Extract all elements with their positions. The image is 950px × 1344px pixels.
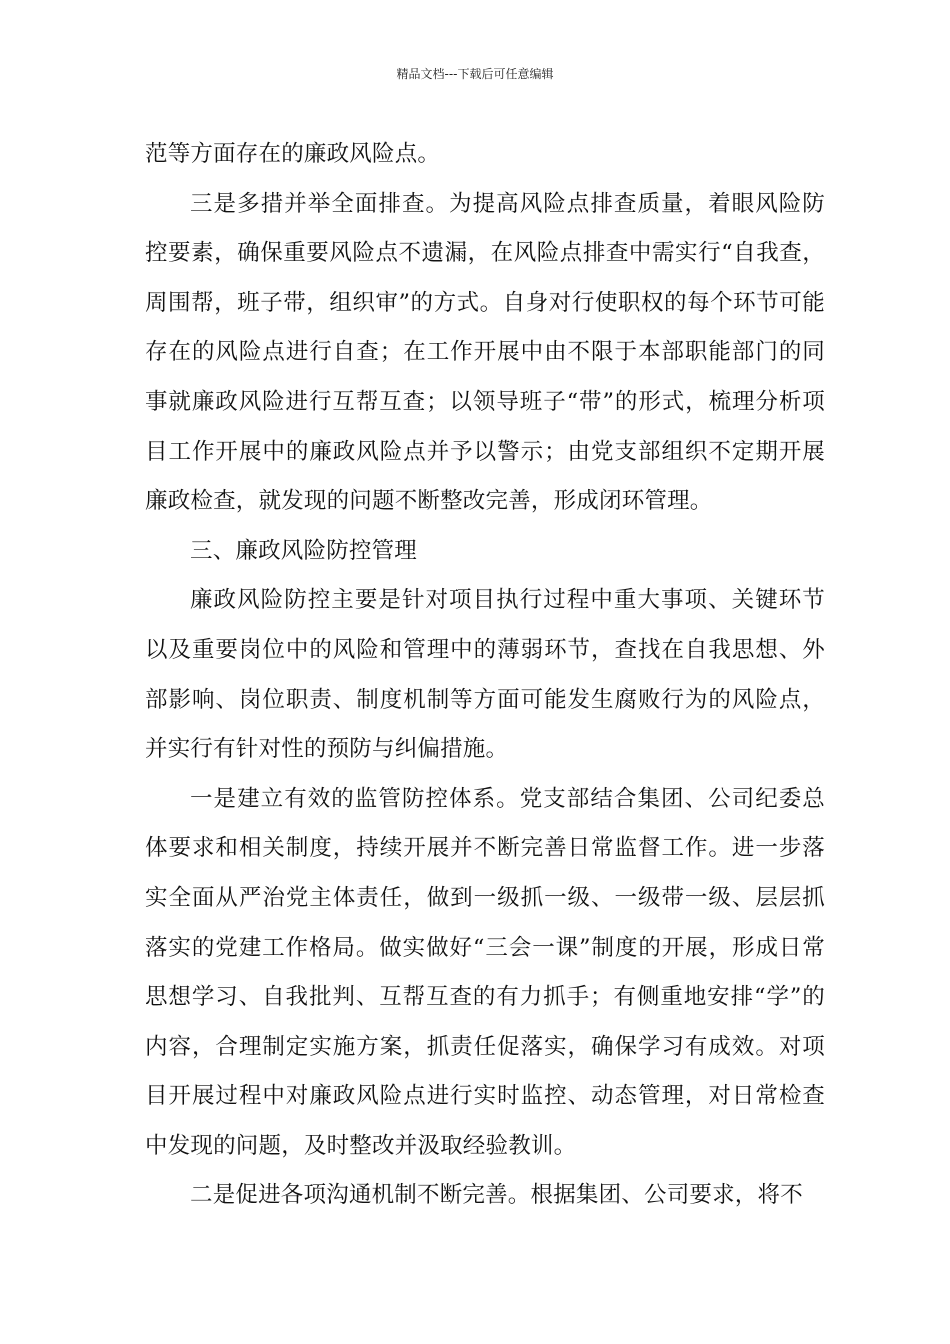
paragraph-continuation: 范等方面存在的廉政风险点。 <box>145 141 441 167</box>
paragraph-risk-control-overview: 廉政风险防控主要是针对项目执行过程中重大事项、关键环节以及重要岗位中的风险和管理中的薄弱环节，查找在自我思想、外部影响、岗位职责、制度机制等方面可能发生腐败行为的风险点，并实行有针对性的预防与纠偏措施。 <box>145 587 825 763</box>
paragraph-comprehensive-check: 三是多措并举全面排查。为提高风险点排查质量，着眼风险防控要素，确保重要风险点不遗漏，在风险点排查中需实行“自我查，周围帮，班子带，组织审”的方式。自身对行使职权的每个环节可能存在的风险点进行自查；在工作开展中由不限于本部职能部门的同事就廉政风险进行互帮互查；以领导班子“带”的形式，梳理分析项目工作开展中的廉政风险点并予以警示；由党支部组织不定期开展廉政检查，就发现的问题不断整改完善，形成闭环管理。 <box>145 190 825 515</box>
section-heading: 三、廉政风险防控管理 <box>190 537 418 564</box>
page-header: 精品文档---下载后可任意编辑 <box>396 67 554 81</box>
paragraph-communication-mechanism: 二是促进各项沟通机制不断完善。根据集团、公司要求，将不 <box>190 1182 803 1209</box>
paragraph-supervision-system: 一是建立有效的监管防控体系。党支部结合集团、公司纪委总体要求和相关制度，持续开展并不断完善日常监督工作。进一步落实全面从严治党主体责任，做到一级抓一级、一级带一级、层层抓落实的党建工作格局。做实做好“三会一课”制度的开展，形成日常思想学习、自我批判、互帮互查的有力抓手；有侧重地安排“学”的内容，合理制定实施方案，抓责任促落实，确保学习有成效。对项目开展过程中对廉政风险点进行实时监控、动态管理，对日常检查中发现的问题，及时整改并汲取经验教训。 <box>145 785 825 1159</box>
document-body <box>145 130 825 1221</box>
